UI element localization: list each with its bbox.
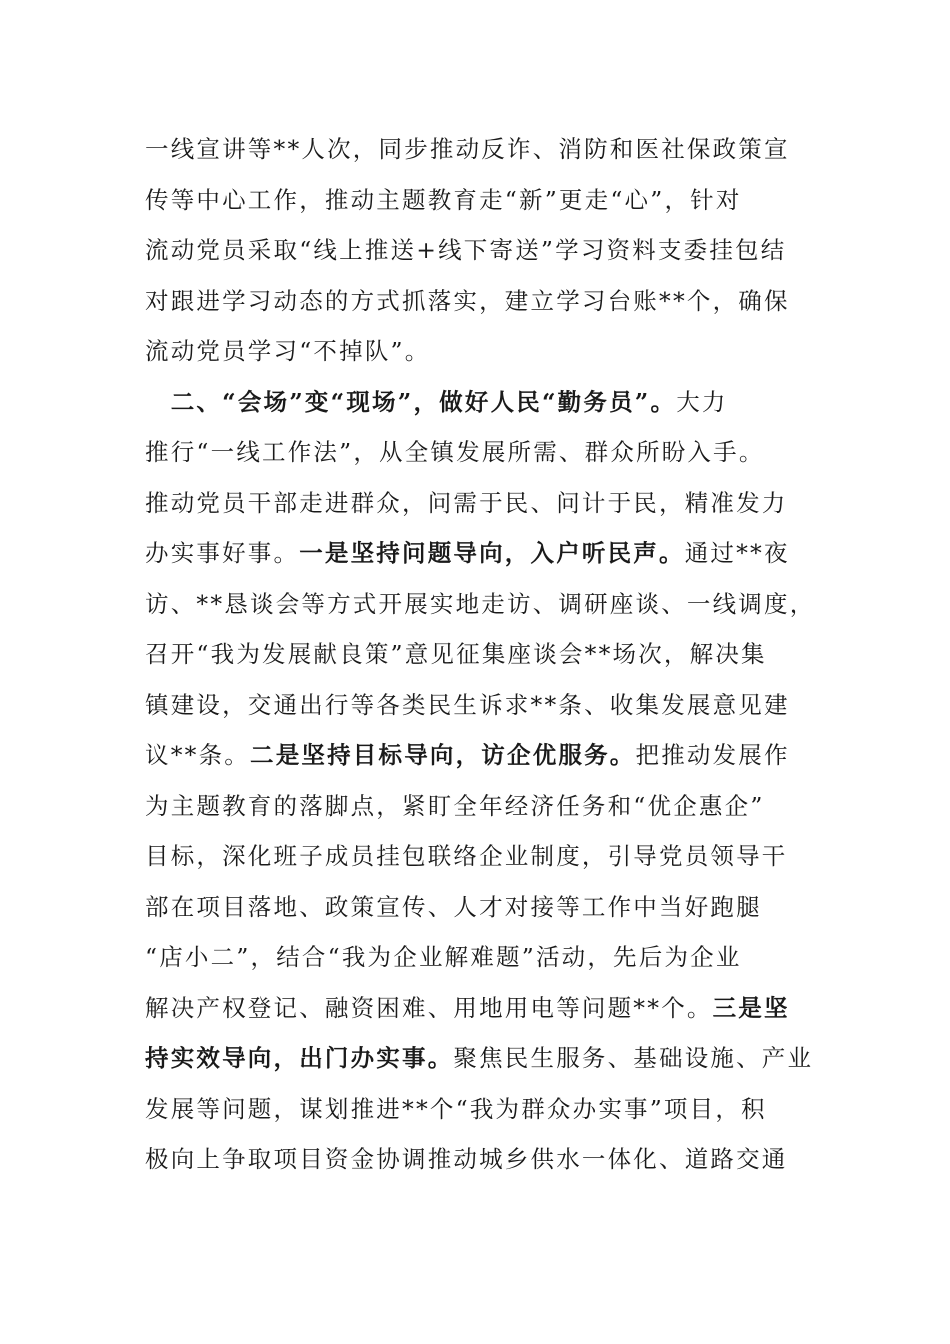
bold-text-segment: 三是坚 (712, 993, 790, 1022)
text-segment: 发展等问题，谋划推进**个“我为群众办实事”项目，积 (145, 1094, 767, 1123)
text-line (145, 175, 835, 226)
text-segment: 流动党员学习“不掉队”。 (145, 337, 431, 365)
text-line (145, 427, 835, 478)
text-line (145, 932, 835, 983)
text-line (145, 831, 835, 882)
text-segment: 访、**恳谈会等方式开展实地走访、调研座谈、一线调度， (145, 589, 816, 618)
bold-text-segment: 持实效导向，出门办实事。 (145, 1044, 454, 1072)
text-line (145, 1134, 835, 1185)
document-page (145, 124, 835, 1185)
text-segment: 流动党员采取“线上推送+线下寄送”学习资料支委挂包结 (145, 236, 787, 264)
text-line (145, 478, 835, 529)
text-line (145, 983, 835, 1034)
text-segment: 目标，深化班子成员挂包联络企业制度，引导党员领导干 (145, 842, 788, 870)
text-segment: 把推动发展作 (635, 741, 790, 769)
text-line (145, 326, 835, 377)
text-line (145, 1084, 835, 1135)
text-line (145, 1033, 835, 1084)
bold-text-segment: 二是坚持目标导向，访企优服务。 (250, 741, 636, 769)
text-segment: “店小二”，结合“我为企业解难题”活动，先后为企业 (145, 943, 742, 971)
bold-text-segment: 一是坚持问题导向，入户听民声。 (299, 539, 685, 567)
text-segment: 推行“一线工作法”，从全镇发展所需、群众所盼入手。 (145, 438, 765, 466)
text-segment: 部在项目落地、政策宣传、人才对接等工作中当好跑腿 (145, 892, 762, 921)
text-line (145, 781, 835, 832)
text-line (145, 680, 835, 731)
text-segment: 办实事好事。 (145, 539, 300, 567)
bold-text-segment: 二、“会场”变“现场”，做好人民“勤务员”。 (145, 387, 677, 416)
text-segment: 议**条。 (145, 741, 250, 769)
text-line (145, 579, 835, 630)
text-segment: 聚焦民生服务、基础设施、产业 (453, 1044, 814, 1072)
text-line (145, 225, 835, 276)
text-line (145, 276, 835, 327)
text-line (145, 528, 835, 579)
text-segment: 镇建设，交通出行等各类民生诉求**条、收集发展意见建 (145, 690, 790, 719)
text-line (145, 730, 835, 781)
text-segment: 召开“我为发展献良策”意见征集座谈会**场次，解决集 (145, 640, 767, 668)
text-segment: 极向上争取项目资金协调推动城乡供水一体化、道路交通 (145, 1145, 788, 1173)
text-segment: 传等中心工作，推动主题教育走“新”更走“心”，针对 (145, 185, 742, 214)
text-line (145, 377, 835, 428)
text-segment: 为主题教育的落脚点，紧盯全年经济任务和“优企惠企” (145, 791, 765, 820)
text-segment: 解决产权登记、融资困难、用地用电等问题**个。 (145, 993, 713, 1022)
text-segment: 大力 (676, 387, 728, 416)
text-line (145, 124, 835, 175)
text-segment: 一线宣讲等**人次，同步推动反诈、消防和医社保政策宣 (145, 135, 790, 163)
text-line (145, 629, 835, 680)
text-segment: 对跟进学习动态的方式抓落实，建立学习台账**个，确保 (145, 286, 790, 315)
text-segment: 通过**夜 (684, 539, 790, 567)
text-line (145, 882, 835, 933)
text-segment: 推动党员干部走进群众，问需于民、问计于民，精准发力 (145, 488, 788, 517)
